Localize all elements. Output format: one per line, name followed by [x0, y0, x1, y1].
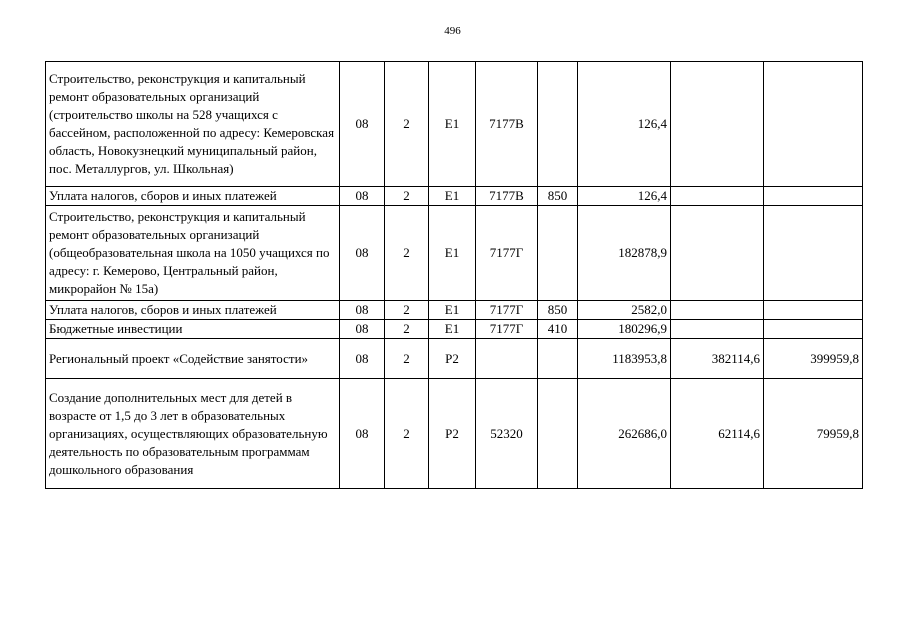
table-row — [46, 320, 863, 339]
section-code: 08 — [340, 206, 385, 301]
section-code: 08 — [340, 320, 385, 339]
article-code: 52320 — [476, 379, 538, 489]
program-code: E1 — [429, 62, 476, 187]
expense-type-code — [538, 206, 578, 301]
table-row — [46, 301, 863, 320]
section-code: 08 — [340, 301, 385, 320]
program-code: E1 — [429, 301, 476, 320]
sum-year-2 — [671, 301, 764, 320]
subsection-code: 2 — [385, 62, 429, 187]
row-description: Строительство, реконструкция и капитальный ремонт образовательных организаций (общеобразовательная школа на 1050 учащихся по адресу: г. Кемерово, Центральный район, микрорайон № 15а) — [46, 206, 340, 301]
row-description: Строительство, реконструкция и капитальный ремонт образовательных организаций (строительство школы на 528 учащихся с бассейном, расположенной по адресу: Кемеровская область, Новокузнецкий муниципальный район, пос. Металлургов, ул. Школьная) — [46, 62, 340, 187]
expense-type-code — [538, 339, 578, 379]
sum-year-3 — [764, 206, 863, 301]
row-description: Региональный проект «Содействие занятости» — [46, 339, 340, 379]
article-code: 7177Г — [476, 206, 538, 301]
article-code — [476, 339, 538, 379]
row-description: Бюджетные инвестиции — [46, 320, 340, 339]
article-code: 7177Г — [476, 320, 538, 339]
subsection-code: 2 — [385, 339, 429, 379]
section-code: 08 — [340, 339, 385, 379]
expense-type-code: 850 — [538, 187, 578, 206]
sum-year-1: 126,4 — [578, 187, 671, 206]
sum-year-1: 180296,9 — [578, 320, 671, 339]
section-code: 08 — [340, 187, 385, 206]
subsection-code: 2 — [385, 379, 429, 489]
sum-year-2 — [671, 62, 764, 187]
subsection-code: 2 — [385, 301, 429, 320]
sum-year-1: 182878,9 — [578, 206, 671, 301]
sum-year-3: 399959,8 — [764, 339, 863, 379]
sum-year-3 — [764, 320, 863, 339]
table-row — [46, 339, 863, 379]
sum-year-1: 262686,0 — [578, 379, 671, 489]
program-code: P2 — [429, 379, 476, 489]
table-row — [46, 187, 863, 206]
sum-year-1: 126,4 — [578, 62, 671, 187]
table-row — [46, 206, 863, 301]
sum-year-3 — [764, 187, 863, 206]
table-row — [46, 62, 863, 187]
article-code: 7177B — [476, 187, 538, 206]
sum-year-3 — [764, 62, 863, 187]
article-code: 7177Г — [476, 301, 538, 320]
sum-year-1: 1183953,8 — [578, 339, 671, 379]
budget-table — [45, 61, 863, 489]
row-description: Уплата налогов, сборов и иных платежей — [46, 187, 340, 206]
subsection-code: 2 — [385, 187, 429, 206]
program-code: E1 — [429, 187, 476, 206]
program-code: P2 — [429, 339, 476, 379]
sum-year-3: 79959,8 — [764, 379, 863, 489]
sum-year-2 — [671, 187, 764, 206]
table-row — [46, 379, 863, 489]
section-code: 08 — [340, 62, 385, 187]
row-description: Уплата налогов, сборов и иных платежей — [46, 301, 340, 320]
sum-year-2: 62114,6 — [671, 379, 764, 489]
row-description: Создание дополнительных мест для детей в возрасте от 1,5 до 3 лет в образовательных организациях, осуществляющих образовательную деятельность по образовательным программам дошкольного образования — [46, 379, 340, 489]
sum-year-3 — [764, 301, 863, 320]
program-code: E1 — [429, 320, 476, 339]
sum-year-2 — [671, 206, 764, 301]
sum-year-1: 2582,0 — [578, 301, 671, 320]
expense-type-code: 410 — [538, 320, 578, 339]
section-code: 08 — [340, 379, 385, 489]
sum-year-2 — [671, 320, 764, 339]
article-code: 7177B — [476, 62, 538, 187]
expense-type-code — [538, 62, 578, 187]
sum-year-2: 382114,6 — [671, 339, 764, 379]
expense-type-code: 850 — [538, 301, 578, 320]
subsection-code: 2 — [385, 206, 429, 301]
expense-type-code — [538, 379, 578, 489]
program-code: E1 — [429, 206, 476, 301]
page-number: 496 — [444, 25, 461, 37]
subsection-code: 2 — [385, 320, 429, 339]
